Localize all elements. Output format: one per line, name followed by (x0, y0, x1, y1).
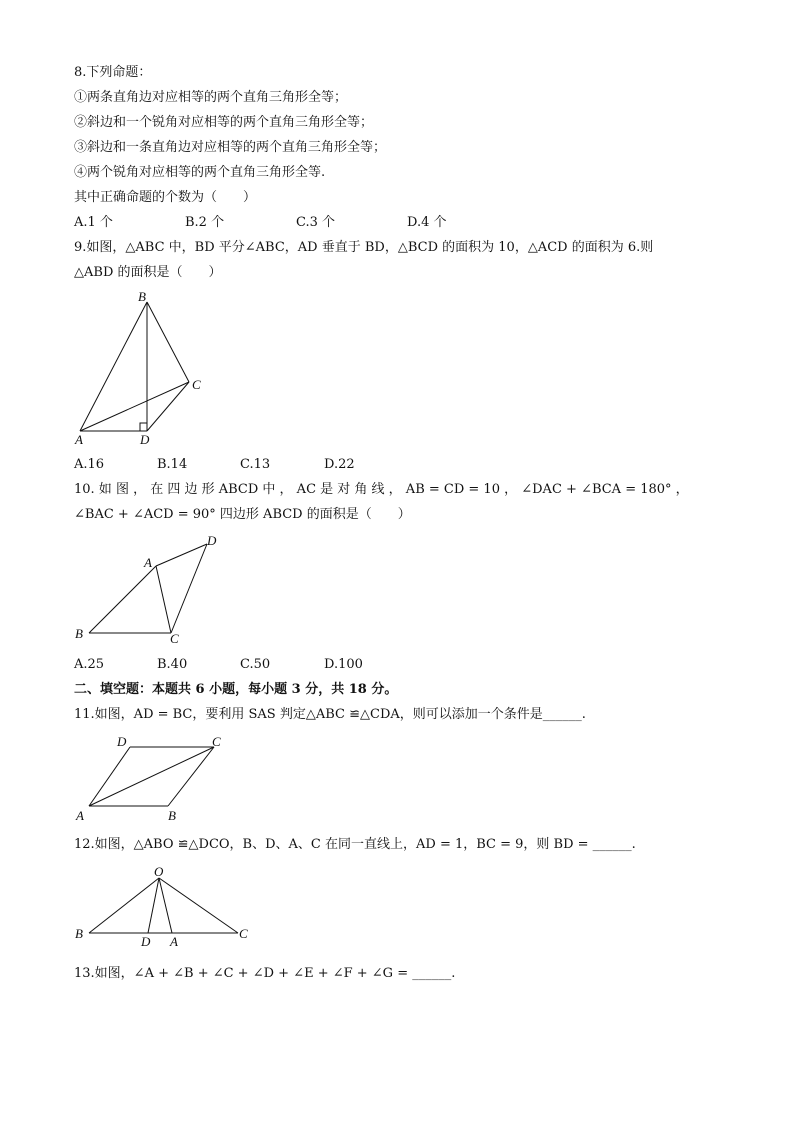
q12-text: 12.如图，△ABO ≌△DCO，B、D、A、C 在同一直线上，AD = 1，BC = 9，则 BD = ______. (74, 837, 636, 852)
q8-option-b[interactable]: B.2 个 (185, 215, 225, 230)
q9-option-a[interactable]: A.16 (74, 457, 105, 472)
q8-option-d[interactable]: D.4 个 (407, 215, 447, 230)
q9-segment-ab (80, 302, 147, 431)
q9-option-b[interactable]: B.14 (157, 457, 188, 472)
q10-label-a: A (144, 555, 152, 570)
q9-text-line1: 9.如图，△ABC 中，BD 平分∠ABC，AD 垂直于 BD，△BCD 的面积为 10，△ACD 的面积为 6.则 (74, 240, 654, 255)
q8-title: 8.下列命题： (74, 65, 152, 80)
q10-option-b[interactable]: B.40 (157, 657, 188, 672)
q8-option-a[interactable]: A.1 个 (74, 215, 113, 230)
q9-label-d: D (140, 432, 150, 447)
q9-segment-cd (147, 382, 189, 431)
q11-label-c: C (212, 734, 221, 749)
q10-figure (70, 530, 230, 648)
q10-label-c: C (170, 631, 179, 646)
q12-label-b: B (75, 926, 83, 941)
q10-option-a[interactable]: A.25 (74, 657, 105, 672)
q9-label-a: A (75, 432, 83, 447)
q11-segment-ad (89, 747, 130, 806)
q9-label-c: C (192, 377, 201, 392)
q11-label-d: D (117, 734, 127, 749)
q10-text-line1: 10. 如 图 ， 在 四 边 形 ABCD 中 ， AC 是 对 角 线 ， AB = CD = 10 ， ∠DAC + ∠BCA = 180° ， (74, 482, 689, 497)
q11-label-a: A (76, 808, 84, 823)
q11-label-b: B (168, 808, 176, 823)
q9-option-c[interactable]: C.13 (240, 457, 271, 472)
q8-option-c[interactable]: C.3 个 (296, 215, 336, 230)
q13-text: 13.如图，∠A + ∠B + ∠C + ∠D + ∠E + ∠F + ∠G = ______. (74, 966, 456, 981)
q10-segment-ab (89, 566, 156, 633)
q10-text-line2: ∠BAC + ∠ACD = 90° 四边形 ABCD 的面积是（ ） (74, 507, 411, 522)
q9-text-line2: △ABD 的面积是（ ） (74, 265, 222, 280)
q8-item-2: ②斜边和一个锐角对应相等的两个直角三角形全等； (74, 115, 374, 130)
q10-option-d[interactable]: D.100 (324, 657, 363, 672)
q9-option-d[interactable]: D.22 (324, 457, 355, 472)
q10-option-c[interactable]: C.50 (240, 657, 271, 672)
q12-segment-od (148, 878, 159, 933)
q8-item-1: ①两条直角边对应相等的两个直角三角形全等； (74, 90, 348, 105)
q8-item-4: ④两个锐角对应相等的两个直角三角形全等. (74, 165, 326, 180)
q9-segment-ac (80, 382, 189, 431)
q10-segment-ac (156, 566, 171, 633)
q8-question: 其中正确命题的个数为（ ） (74, 190, 257, 205)
q9-label-b: B (138, 289, 146, 304)
q12-label-c: C (239, 926, 248, 941)
q9-figure (70, 288, 210, 448)
q12-label-d: D (141, 934, 151, 949)
section2-title: 二、填空题：本题共 6 小题，每小题 3 分，共 18 分。 (74, 682, 398, 697)
q12-figure (70, 860, 260, 952)
q12-label-o: O (154, 864, 164, 879)
q12-segment-oc (159, 878, 238, 933)
q11-text: 11.如图，AD = BC，要利用 SAS 判定△ABC ≌△CDA，则可以添加一个条件是______. (74, 707, 586, 722)
q12-label-a: A (170, 934, 178, 949)
q11-segment-cb (168, 747, 214, 806)
q11-segment-ac (89, 747, 214, 806)
q10-label-d: D (207, 533, 217, 548)
q10-label-b: B (75, 626, 83, 641)
q12-segment-ob (89, 878, 159, 933)
q8-item-3: ③斜边和一条直角边对应相等的两个直角三角形全等； (74, 140, 387, 155)
q9-right-angle-mark (140, 423, 147, 431)
q11-figure (70, 730, 240, 825)
q9-segment-bc (147, 302, 189, 382)
